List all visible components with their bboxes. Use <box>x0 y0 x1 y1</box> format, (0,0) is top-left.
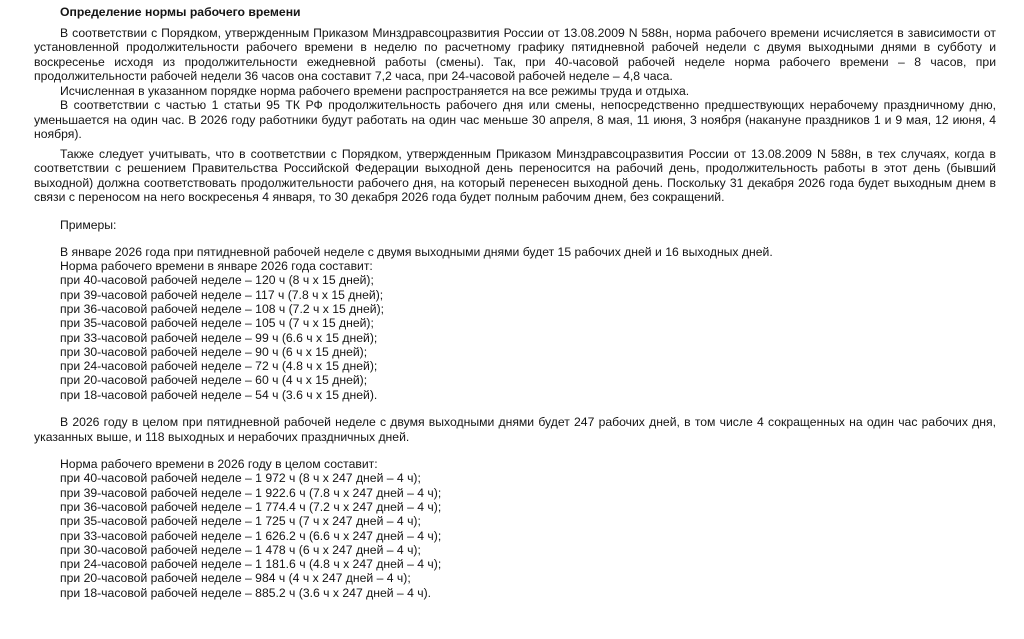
january-norm-list <box>60 273 996 402</box>
list-item: при 24-часовой рабочей неделе – 72 ч (4.8 ч х 15 дней); <box>60 359 378 374</box>
list-item: при 30-часовой рабочей неделе – 90 ч (6 ч х 15 дней); <box>60 344 368 359</box>
list-item: при 35-часовой рабочей неделе – 105 ч (7 ч х 15 дней); <box>60 316 374 331</box>
january-heading: Норма рабочего времени в январе 2026 года составит: <box>60 259 373 274</box>
list-item: при 40-часовой рабочей неделе – 120 ч (8 ч х 15 дней); <box>60 273 374 288</box>
list-item: при 33-часовой рабочей неделе – 1 626.2 ч (6.6 ч х 247 дней – 4 ч); <box>60 528 442 543</box>
spacer <box>34 444 996 457</box>
examples-label: Примеры: <box>60 217 117 232</box>
spacer <box>34 402 996 415</box>
list-item: при 33-часовой рабочей неделе – 99 ч (6.6 ч х 15 дней); <box>60 330 378 345</box>
list-item: при 18-часовой рабочей неделе – 54 ч (3.6 ч х 15 дней). <box>60 387 378 402</box>
spacer <box>34 205 996 218</box>
list-item: при 24-часовой рабочей неделе – 1 181.6 ч (4.8 ч х 247 дней – 4 ч); <box>60 557 442 572</box>
list-item: при 39-часовой рабочей неделе – 117 ч (7.8 ч х 15 дней); <box>60 287 384 302</box>
list-item: при 40-часовой рабочей неделе – 1 972 ч (8 ч х 247 дней – 4 ч); <box>60 471 421 486</box>
list-item: при 18-часовой рабочей неделе – 885.2 ч (3.6 ч х 247 дней – 4 ч). <box>60 585 432 600</box>
list-item: при 30-часовой рабочей неделе – 1 478 ч (6 ч х 247 дней – 4 ч); <box>60 542 421 557</box>
january-summary: В январе 2026 года при пятидневной рабочей неделе с двумя выходными днями будет 15 рабочих дней и 16 выходных дней. <box>60 244 773 259</box>
intro-paragraph-1: В соответствии с Порядком, утвержденным Приказом Минздравсоцразвития России от 13.08.2009 N 588н, норма рабочего времени исчисляется в зависимости от установленной продолжительности рабочего времени в неделю по расчетному графику пятидневной рабочей недели с двумя выходными днями в субботу и воскресенье исходя из продолжительности ежедневной работы (смены). Так, при 40-часовой рабочей неделе норма рабочего времени – 8 часов, при продолжительности рабочей недели 36 часов она составит 7,2 часа, при 24-часовой рабочей неделе – 4,8 часа. <box>34 25 996 83</box>
list-item: при 36-часовой рабочей неделе – 108 ч (7.2 ч х 15 дней); <box>60 301 385 316</box>
intro-paragraph-3: В соответствии с частью 1 статьи 95 ТК РФ продолжительность рабочего дня или смены, непосредственно предшествующих нерабочему праздничному дню, уменьшается на один час. В 2026 году работники будут работать на один час меньше 30 апреля, 8 мая, 11 июня, 3 ноября (накануне праздников 1 и 9 мая, 12 июня, 4 ноября). <box>34 98 996 141</box>
year-heading: Норма рабочего времени в 2026 году в целом составит: <box>60 457 378 472</box>
list-item: при 20-часовой рабочей неделе – 984 ч (4 ч х 247 дней – 4 ч); <box>60 571 411 586</box>
document-title: Определение нормы рабочего времени <box>60 5 301 19</box>
list-item: при 35-часовой рабочей неделе – 1 725 ч (7 ч х 247 дней – 4 ч); <box>60 514 421 529</box>
year-block <box>60 457 996 600</box>
list-item: при 39-часовой рабочей неделе – 1 922.6 ч (7.8 ч х 247 дней – 4 ч); <box>60 485 442 500</box>
intro-paragraph-4: Также следует учитывать, что в соответствии с Порядком, утвержденным Приказом Минздравсоцразвития России от 13.08.2009 N 588н, в тех случаях, когда в соответствии с решением Правительства Российской Федерации выходной день переносится на рабочий день, продолжительность работы в этот день (бывший выходной) должна соответствовать продолжительности рабочего дня, на который перенесен выходной день. Поскольку 31 декабря 2026 года будет выходным днем в связи с переносом на него воскресенья 4 января, то 30 декабря 2026 года будет полным рабочим днем, без сокращений. <box>34 146 996 204</box>
list-item: при 36-часовой рабочей неделе – 1 774.4 ч (7.2 ч х 247 дней – 4 ч); <box>60 499 442 514</box>
january-block <box>60 245 996 402</box>
document-page <box>34 0 996 600</box>
examples-label-block <box>60 218 996 232</box>
year-norm-list <box>60 471 996 600</box>
intro-paragraph-2: Исчисленная в указанном порядке норма рабочего времени распространяется на все режимы труда и отдыха. <box>60 83 690 98</box>
year-summary: В 2026 году в целом при пятидневной рабочей неделе с двумя выходными днями будет 247 рабочих дней, в том числе 4 сокращенных на один час рабочих дня, указанных выше, и 118 выходных и нерабочих праздничных дней. <box>34 415 996 444</box>
list-item: при 20-часовой рабочей неделе – 60 ч (4 ч х 15 дней); <box>60 373 368 388</box>
spacer <box>34 232 996 245</box>
